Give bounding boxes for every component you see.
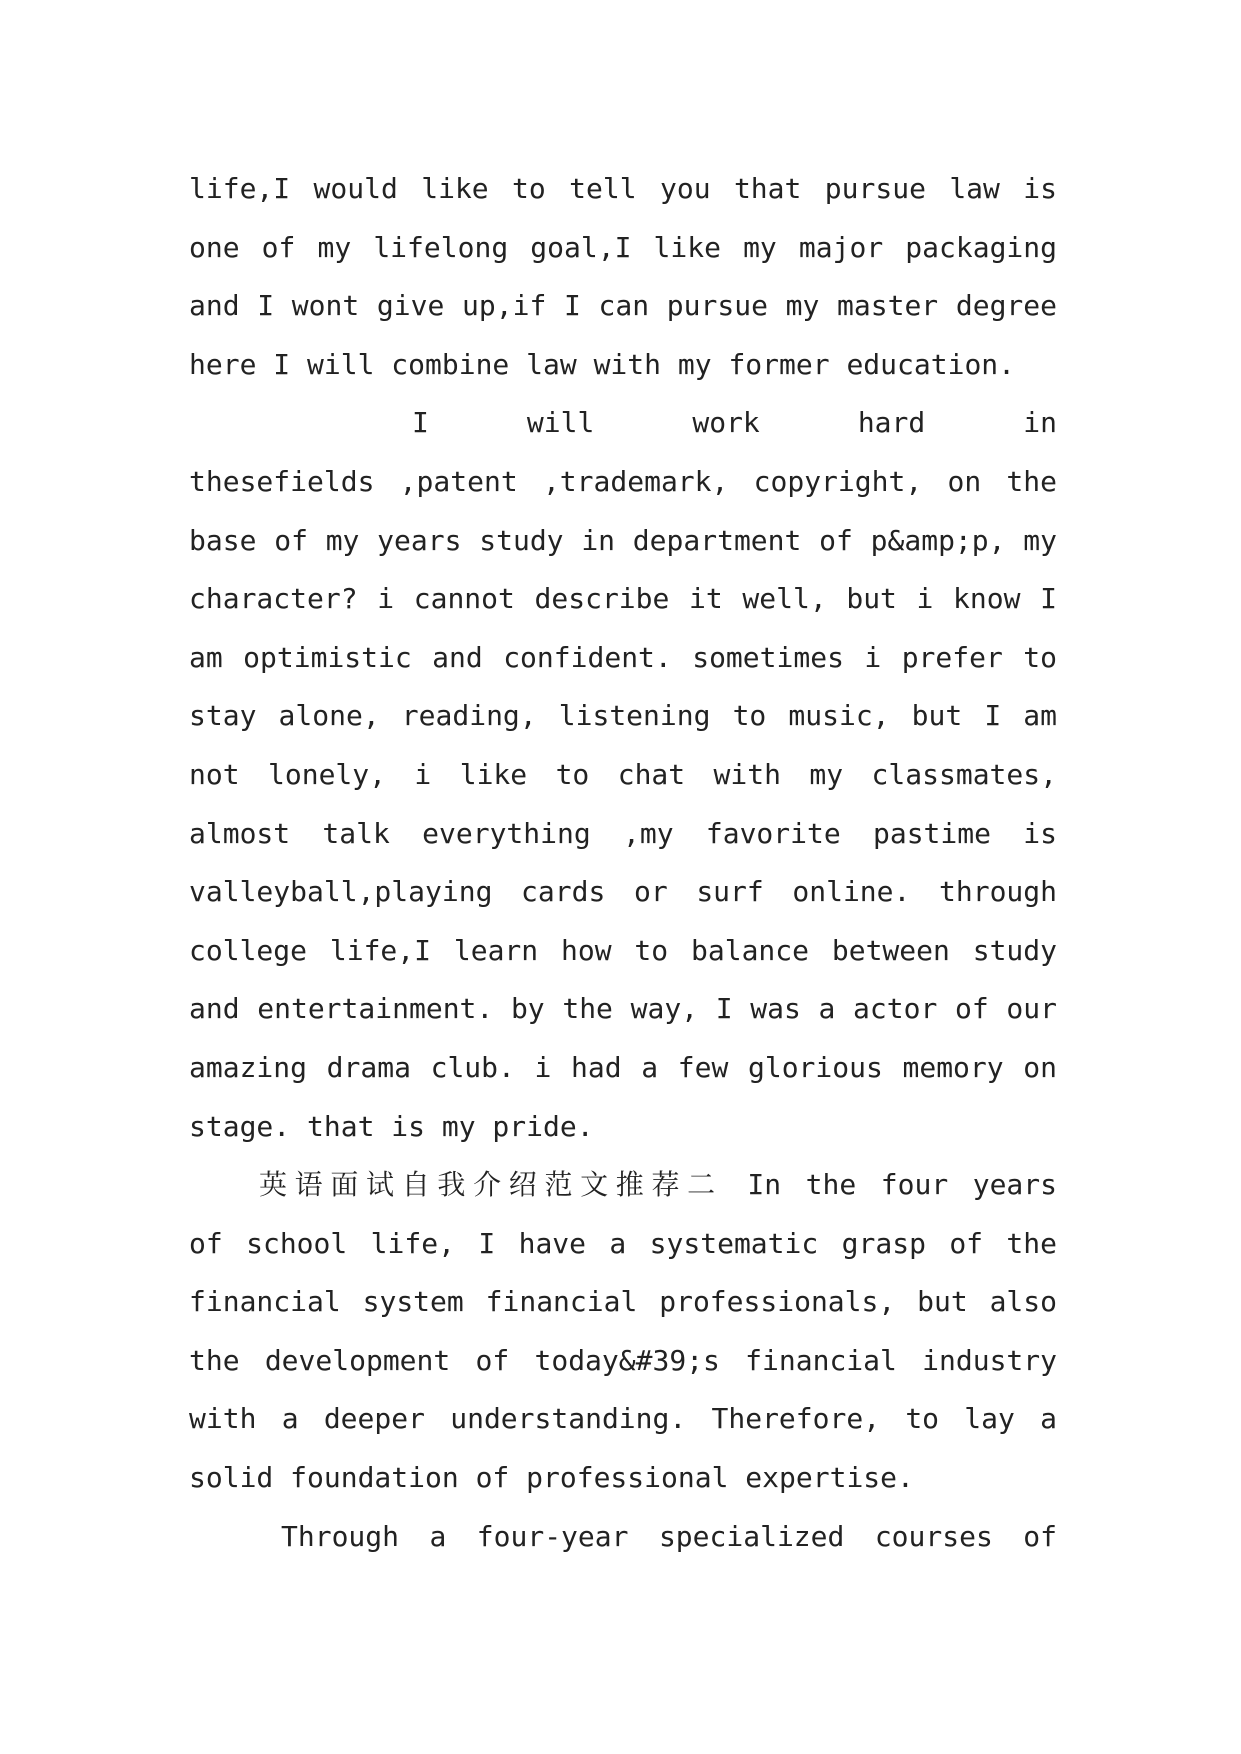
- text-line: and I wont give up,if I can pursue my master degree: [189, 289, 1057, 323]
- text-line: stage. that is my pride.: [189, 1109, 594, 1143]
- text-line: life,I would like to tell you that pursue law is: [189, 172, 1057, 205]
- text-line: not lonely, i like to chat with my classmates,: [189, 757, 1057, 791]
- section-heading-line: 英语面试自我介绍范文推荐二 In the four years: [259, 1168, 1057, 1202]
- text-line: the development of today&#39;s financial industry: [189, 1343, 1057, 1377]
- text-line: base of my years study in department of p&amp;p, my: [189, 523, 1057, 557]
- text-line: college life,I learn how to balance between study: [189, 933, 1057, 967]
- text-line: character? i cannot describe it well, but i know I: [189, 582, 1057, 616]
- text-line: almost talk everything ,my favorite pastime is: [189, 816, 1057, 850]
- text-line: thesefields ,patent ,trademark, copyright, on the: [189, 464, 1057, 498]
- text-line: valleyball,playing cards or surf online. through: [189, 875, 1057, 909]
- text-line: amazing drama club. i had a few glorious memory on: [189, 1050, 1057, 1084]
- text-line: financial system financial professionals, but also: [189, 1285, 1057, 1319]
- text-line: here I will combine law with my former education.: [189, 347, 1016, 381]
- text-line: solid foundation of professional expertise.: [189, 1461, 914, 1495]
- text-line: with a deeper understanding. Therefore, to lay a: [189, 1402, 1057, 1436]
- text-line: of school life, I have a systematic grasp of the: [189, 1226, 1057, 1260]
- text-line: I will work hard in: [412, 406, 1057, 440]
- text-line: Through a four-year specialized courses of: [281, 1519, 1057, 1553]
- document-body: [189, 160, 1057, 1566]
- text-line: am optimistic and confident. sometimes i prefer to: [189, 640, 1057, 674]
- text-line: and entertainment. by the way, I was a actor of our: [189, 992, 1057, 1026]
- text-line: one of my lifelong goal,I like my major packaging: [189, 230, 1057, 264]
- text-line: stay alone, reading, listening to music, but I am: [189, 699, 1057, 733]
